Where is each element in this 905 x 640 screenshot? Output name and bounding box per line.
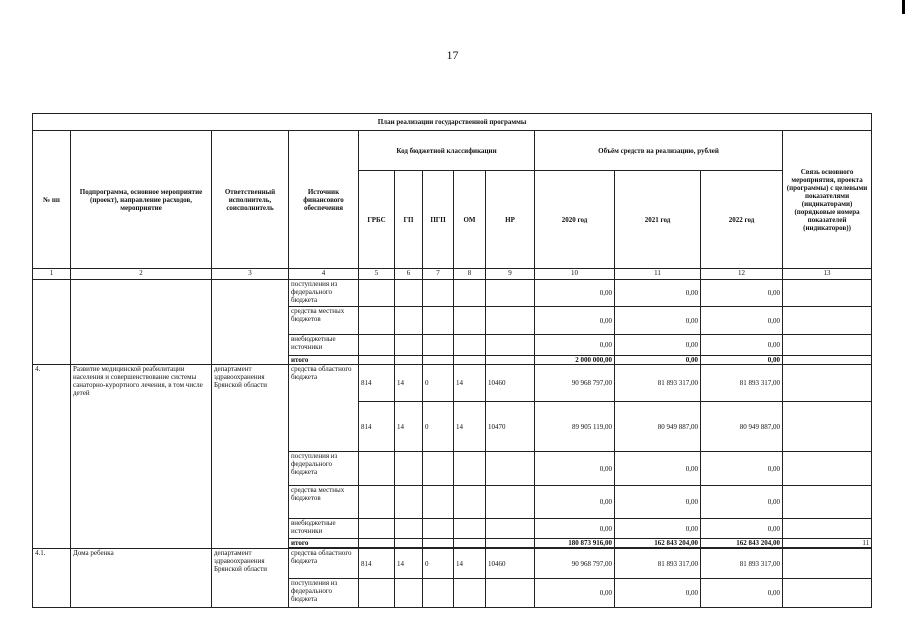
total-2021: 0,00 <box>615 356 701 365</box>
value-2022: 0,00 <box>701 452 783 486</box>
value-2021: 0,00 <box>615 452 701 486</box>
col-number: 10 <box>535 269 615 280</box>
header-pgp: ПГП <box>423 171 454 269</box>
nr-cell: 10470 <box>486 402 535 452</box>
value-2022: 80 949 887,00 <box>701 402 783 452</box>
om-cell: 14 <box>454 402 486 452</box>
header-executor: Ответственный исполнитель, соисполнитель <box>212 131 289 269</box>
table-row <box>33 549 872 579</box>
col-number: 9 <box>486 269 535 280</box>
col-number: 7 <box>423 269 454 280</box>
table-row <box>33 365 872 402</box>
value-2022: 81 893 317,00 <box>701 549 783 579</box>
grbs-cell: 814 <box>359 402 395 452</box>
program-name: Развитие медицинской реабилитации населения и совершенствование системы санаторно-курортного лечения, в том числе детей <box>71 365 212 549</box>
source-cell: поступления из федерального бюджета <box>289 280 359 307</box>
row-number: 4.1. <box>33 549 71 608</box>
header-2020: 2020 год <box>535 171 615 269</box>
header-source: Источник финансового обеспечения <box>289 131 359 269</box>
table-row <box>33 280 872 307</box>
pgp-cell: 0 <box>423 549 454 579</box>
total-label: итого <box>289 539 359 548</box>
value-2021: 0,00 <box>615 307 701 335</box>
total-2020: 180 873 916,00 <box>535 539 615 548</box>
col-number: 6 <box>395 269 423 280</box>
value-2021: 81 893 317,00 <box>615 365 701 402</box>
value-2020: 0,00 <box>535 280 615 307</box>
om-cell: 14 <box>454 365 486 402</box>
row-number: 4. <box>33 365 71 549</box>
cell-empty <box>71 280 212 365</box>
header-om: ОМ <box>454 171 486 269</box>
value-2022: 0,00 <box>701 579 783 608</box>
executor-name: департамент здравоохранения Брянской области <box>212 549 289 608</box>
total-2022: 0,00 <box>701 356 783 365</box>
value-2022: 0,00 <box>701 335 783 356</box>
gp-cell: 14 <box>395 549 423 579</box>
value-2020: 0,00 <box>535 452 615 486</box>
col-number: 4 <box>289 269 359 280</box>
value-2022: 0,00 <box>701 280 783 307</box>
header-budget-code: Код бюджетной классификации <box>359 131 535 171</box>
value-2021: 0,00 <box>615 486 701 519</box>
value-2021: 81 893 317,00 <box>615 549 701 579</box>
om-cell: 14 <box>454 549 486 579</box>
header-2021: 2021 год <box>615 171 701 269</box>
pgp-cell: 0 <box>423 365 454 402</box>
col-number: 1 <box>33 269 71 280</box>
nr-cell: 10460 <box>486 365 535 402</box>
header-grbs: ГРБС <box>359 171 395 269</box>
value-2021: 0,00 <box>615 519 701 539</box>
value-2021: 0,00 <box>615 335 701 356</box>
value-2020: 0,00 <box>535 486 615 519</box>
header-num: № пп <box>33 131 71 269</box>
value-2020: 0,00 <box>535 335 615 356</box>
col-number: 8 <box>454 269 486 280</box>
col-number: 12 <box>701 269 783 280</box>
value-2020: 90 968 797,00 <box>535 549 615 579</box>
value-2020: 0,00 <box>535 519 615 539</box>
value-2022: 0,00 <box>701 486 783 519</box>
value-2020: 90 968 797,00 <box>535 365 615 402</box>
gp-cell: 14 <box>395 402 423 452</box>
value-2020: 0,00 <box>535 307 615 335</box>
pgp-cell: 0 <box>423 402 454 452</box>
source-cell: средства областного бюджета <box>289 365 359 452</box>
source-cell: внебюджетные источники <box>289 335 359 356</box>
value-2020: 0,00 <box>535 579 615 608</box>
col-number: 13 <box>783 269 872 280</box>
gp-cell: 14 <box>395 365 423 402</box>
source-cell: средства местных бюджетов <box>289 486 359 519</box>
total-label: итого <box>289 356 359 365</box>
value-2020: 89 905 119,00 <box>535 402 615 452</box>
value-2022: 81 893 317,00 <box>701 365 783 402</box>
col-number: 2 <box>71 269 212 280</box>
table-title: План реализации государственной программы <box>33 114 872 131</box>
total-2021: 162 843 204,00 <box>615 539 701 548</box>
header-program: Подпрограмма, основное мероприятие (проект), направление расходов, мероприятие <box>71 131 212 269</box>
indicator-link: 11 <box>783 539 872 548</box>
grbs-cell: 814 <box>359 549 395 579</box>
cell-empty <box>33 280 71 365</box>
col-number: 3 <box>212 269 289 280</box>
value-2021: 80 949 887,00 <box>615 402 701 452</box>
executor-name: департамент здравоохранения Брянской области <box>212 365 289 549</box>
total-2022: 162 843 204,00 <box>701 539 783 548</box>
col-number: 11 <box>615 269 701 280</box>
source-cell: средства областного бюджета <box>289 549 359 579</box>
value-2022: 0,00 <box>701 519 783 539</box>
value-2021: 0,00 <box>615 579 701 608</box>
header-gp: ГП <box>395 171 423 269</box>
program-name: Дома ребенка <box>71 549 212 608</box>
cell-empty <box>212 280 289 365</box>
value-2022: 0,00 <box>701 307 783 335</box>
nr-cell: 10460 <box>486 549 535 579</box>
grbs-cell: 814 <box>359 365 395 402</box>
source-cell: поступления из федерального бюджета <box>289 579 359 608</box>
total-2020: 2 000 000,00 <box>535 356 615 365</box>
source-cell: внебюджетные источники <box>289 519 359 539</box>
source-cell: средства местных бюджетов <box>289 307 359 335</box>
program-plan-table <box>32 113 872 608</box>
col-number: 5 <box>359 269 395 280</box>
header-2022: 2022 год <box>701 171 783 269</box>
header-link: Связь основного мероприятия, проекта (программы) с целевыми показателями (индикаторами) (порядковые номера показателей (индикаторов)) <box>783 131 872 269</box>
value-2021: 0,00 <box>615 280 701 307</box>
header-volume: Объём средств на реализацию, рублей <box>535 131 783 171</box>
source-cell: поступления из федерального бюджета <box>289 452 359 486</box>
page-number: 17 <box>446 48 459 62</box>
header-nr: НР <box>486 171 535 269</box>
